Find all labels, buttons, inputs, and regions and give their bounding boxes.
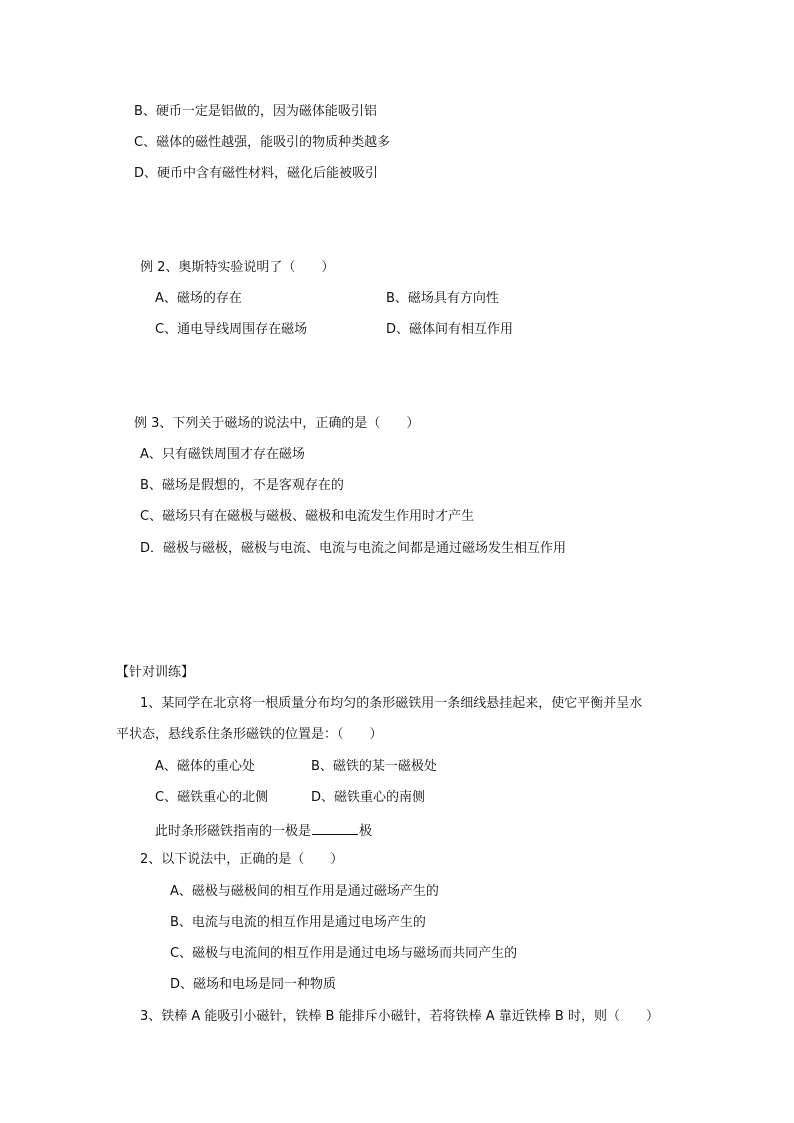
training-q1-option-a: A、磁体的重心处 <box>155 759 255 774</box>
training-q1-option-c: C、磁铁重心的北侧 <box>155 790 269 805</box>
ex2-stem: 例 2、奥斯特实验说明了（ ） <box>140 260 335 275</box>
training-q1-option-b: B、磁铁的某一磁极处 <box>311 759 437 774</box>
ex2-option-c: C、通电导线周围存在磁场 <box>155 322 308 337</box>
ex3-option-c: C、磁场只有在磁极与磁极、磁极和电流发生作用时才产生 <box>140 509 475 524</box>
training-q1-option-d: D、磁铁重心的南侧 <box>311 790 426 805</box>
training-q2-option-d: D、磁场和电场是同一种物质 <box>170 977 337 992</box>
training-q2-stem: 2、以下说法中，正确的是（ ） <box>140 852 344 867</box>
ex3-option-b: B、磁场是假想的，不是客观存在的 <box>140 478 344 493</box>
training-q2-option-b: B、电流与电流的相互作用是通过电场产生的 <box>170 915 426 930</box>
training-heading: 【针对训练】 <box>116 665 195 680</box>
q1-option-c: C、磁体的磁性越强，能吸引的物质种类越多 <box>134 135 391 150</box>
q1-option-d: D、硬币中含有磁性材料，磁化后能被吸引 <box>134 166 379 181</box>
ex3-option-a: A、只有磁铁周围才存在磁场 <box>140 447 305 462</box>
training-q1-fill-after: 极 <box>359 824 373 839</box>
ex3-option-d: D．磁极与磁极，磁极与电流、电流与电流之间都是通过磁场发生相互作用 <box>140 541 567 556</box>
training-q3-stem: 3、铁棒 A 能吸引小磁针，铁棒 B 能排斥小磁针，若将铁棒 A 靠近铁棒 B 时，则（ ） <box>140 1009 659 1024</box>
ex2-option-d: D、磁体间有相互作用 <box>386 322 514 337</box>
training-q1-stem-line2: 平状态，悬线系住条形磁铁的位置是：（ ） <box>116 727 383 742</box>
training-q1-fill-line <box>155 820 372 841</box>
training-q1-fill-before: 此时条形磁铁指南的一极是 <box>155 824 312 839</box>
q1-option-b: B、硬币一定是铝做的，因为磁体能吸引铝 <box>134 104 377 119</box>
ex3-stem: 例 3、下列关于磁场的说法中，正确的是（ ） <box>134 416 420 431</box>
training-q1-stem-line1: 1、某同学在北京将一根质量分布均匀的条形磁铁用一条细线悬挂起来，使它平衡并呈水 <box>140 696 643 711</box>
answer-blank[interactable] <box>312 820 358 835</box>
ex2-option-a: A、磁场的存在 <box>155 291 242 306</box>
training-q2-option-a: A、磁极与磁极间的相互作用是通过磁场产生的 <box>170 884 439 899</box>
ex2-option-b: B、磁场具有方向性 <box>386 291 499 306</box>
training-q2-option-c: C、磁极与电流间的相互作用是通过电场与磁场而共同产生的 <box>170 946 518 961</box>
